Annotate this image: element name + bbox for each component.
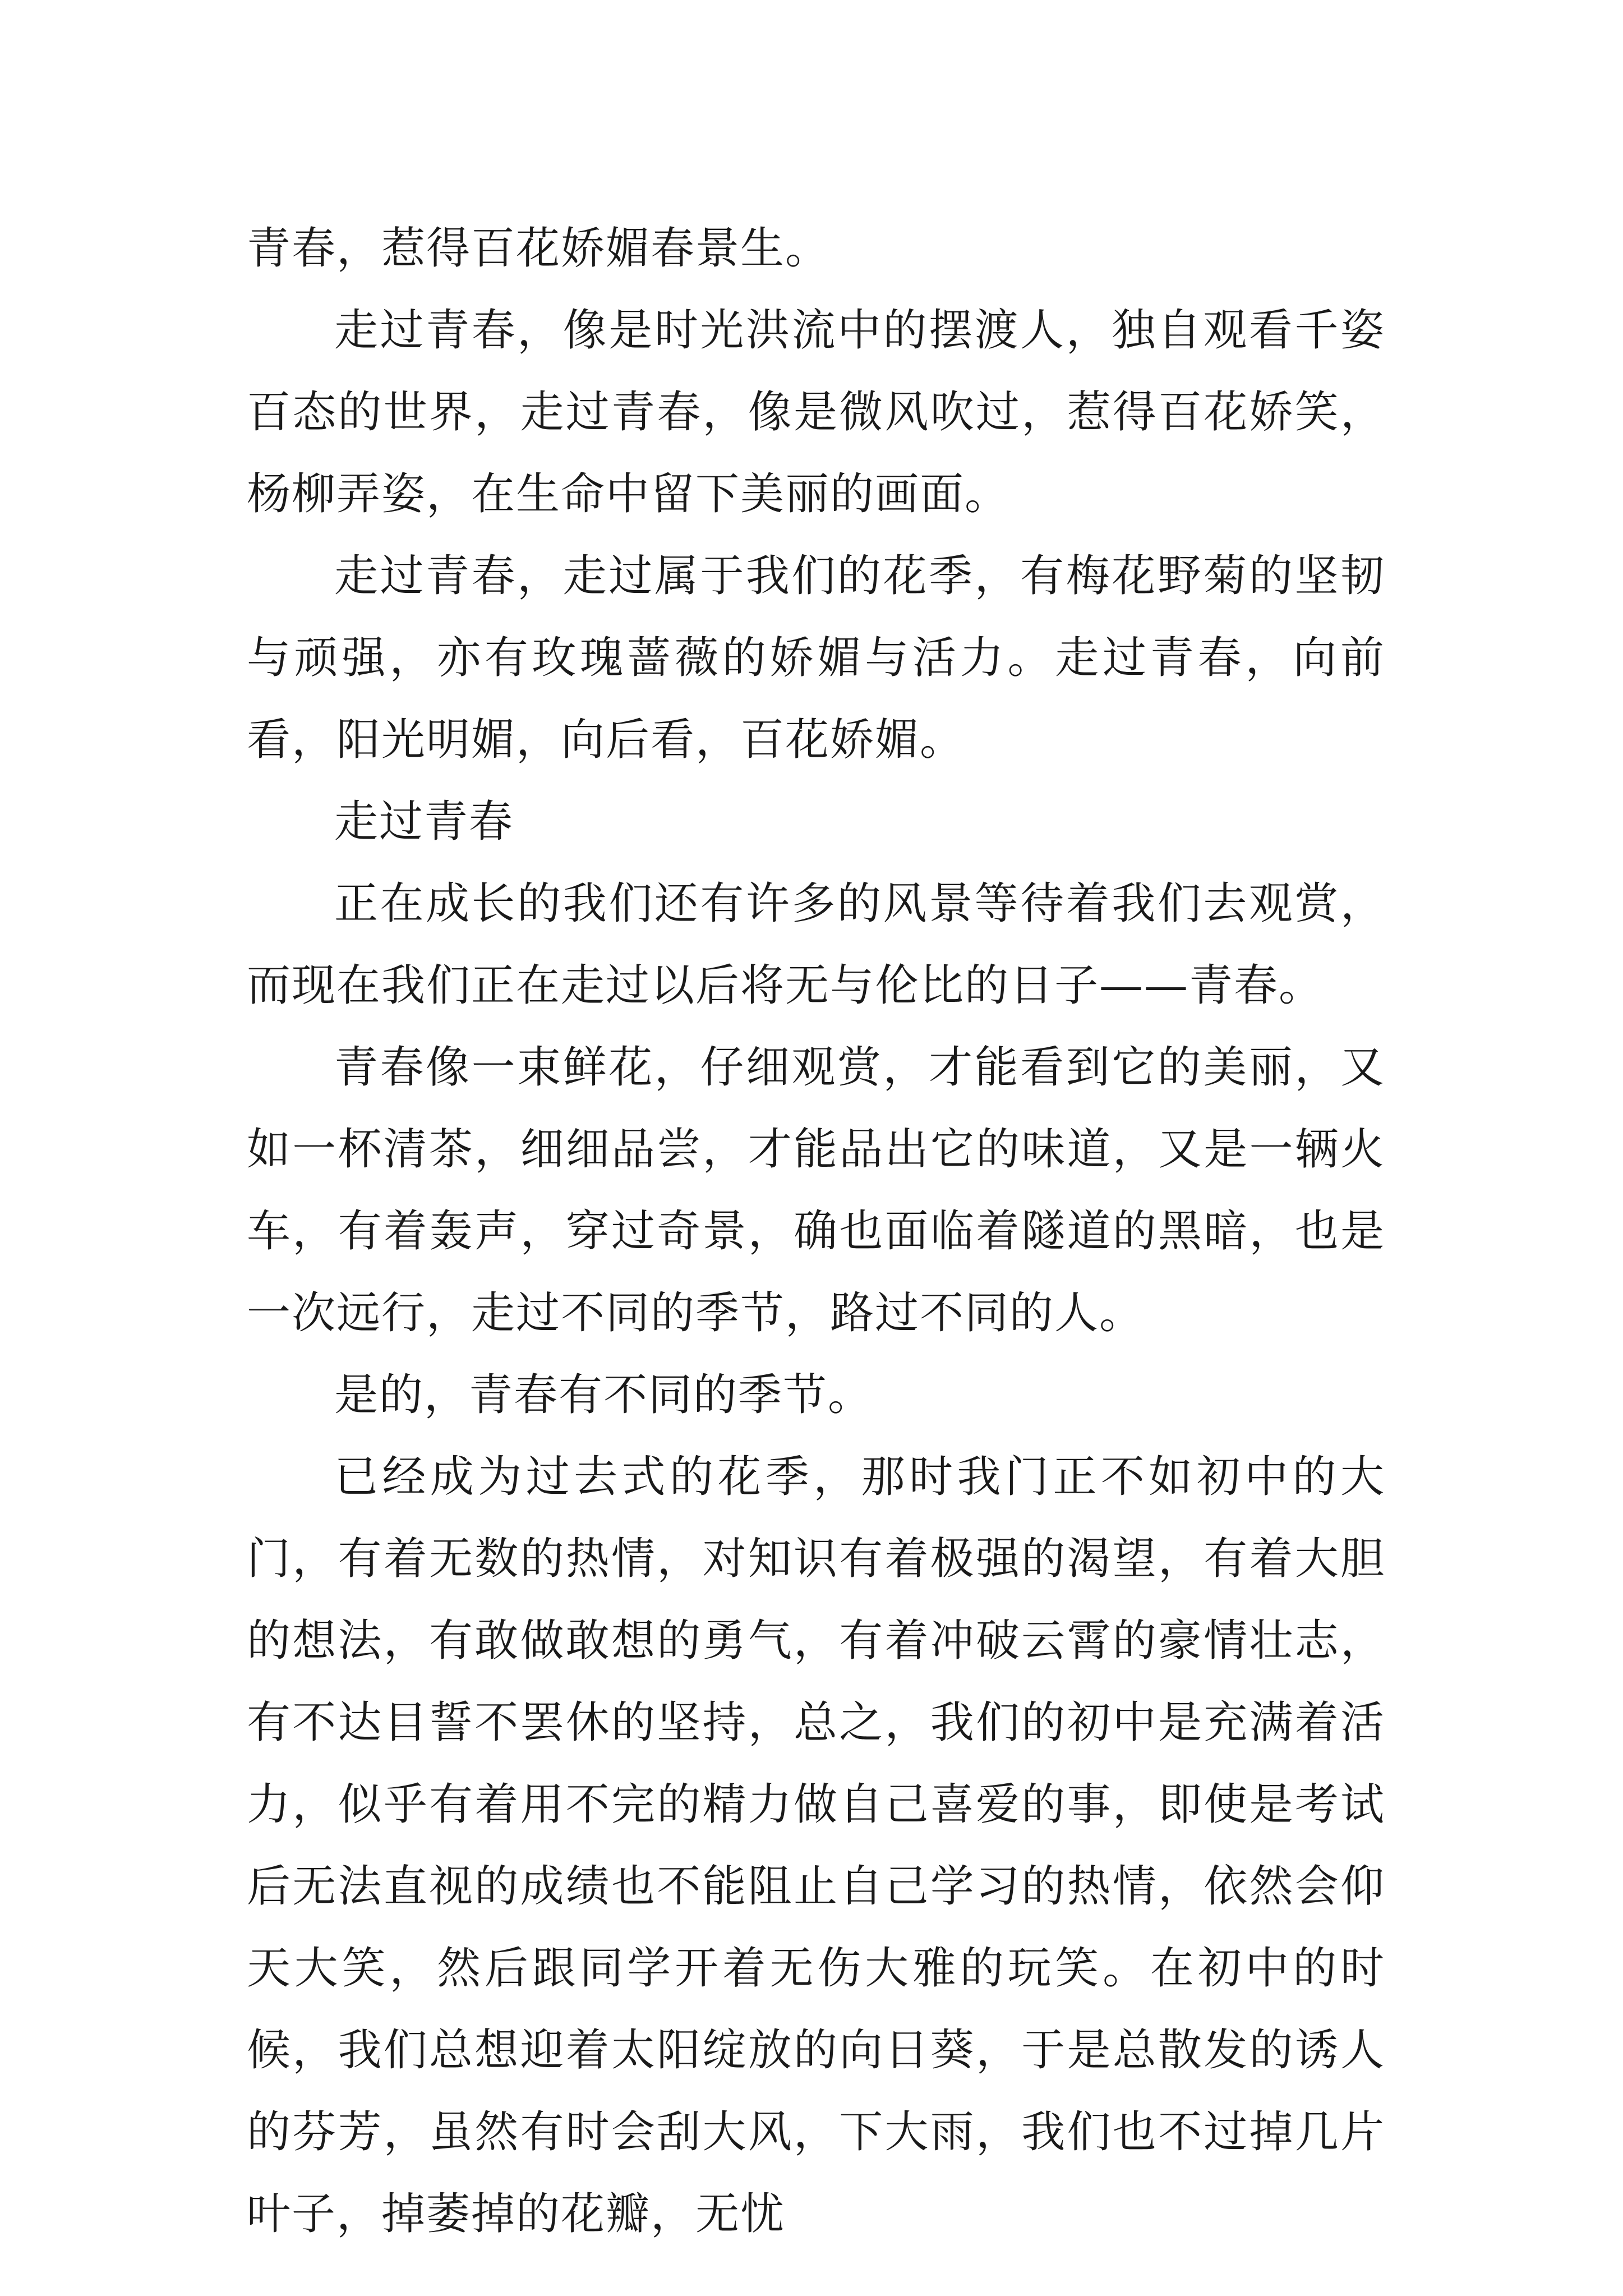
paragraph-5: 青春像一束鲜花，仔细观赏，才能看到它的美丽，又如一杯清茶，细细品尝，才能品出它的味道，又是一辆火车，有着轰声，穿过奇景，确也面临着隧道的黑暗，也是一次远行，走过不同的季节，路过不同的人。 bbox=[247, 1042, 1385, 1338]
paragraph-3: 走过青春，走过属于我们的花季，有梅花野菊的坚韧与顽强，亦有玫瑰蔷薇的娇媚与活力。走过青春，向前看，阳光明媚，向后看，百花娇媚。 bbox=[247, 551, 1385, 765]
paragraph-4: 正在成长的我们还有许多的风景等待着我们去观赏，而现在我们正在走过以后将无与伦比的日子——青春。 bbox=[247, 878, 1385, 1011]
paragraph-2: 走过青春，像是时光洪流中的摆渡人，独自观看千姿百态的世界，走过青春，像是微风吹过，惹得百花娇笑，杨柳弄姿，在生命中留下美丽的画面。 bbox=[247, 305, 1385, 519]
paragraph-6: 是的，青春有不同的季节。 bbox=[334, 1370, 873, 1420]
document-body bbox=[247, 208, 1385, 2255]
paragraph-7: 已经成为过去式的花季，那时我门正不如初中的大门，有着无数的热情，对知识有着极强的渴望，有着大胆的想法，有敢做敢想的勇气，有着冲破云霄的豪情壮志，有不达目誓不罢休的坚持，总之，我们的初中是充满着活力，似乎有着用不完的精力做自己喜爱的事，即使是考试后无法直视的成绩也不能阻止自己学习的热情，依然会仰天大笑，然后跟同学开着无伤大雅的玩笑。在初中的时候，我们总想迎着太阳绽放的向日葵，于是总散发的诱人的芬芳，虽然有时会刮大风，下大雨，我们也不过掉几片叶子，掉萎掉的花瓣，无忧 bbox=[247, 1452, 1385, 2239]
section-title: 走过青春 bbox=[334, 797, 514, 847]
paragraph-1: 青春，惹得百花娇媚春景生。 bbox=[247, 223, 831, 274]
